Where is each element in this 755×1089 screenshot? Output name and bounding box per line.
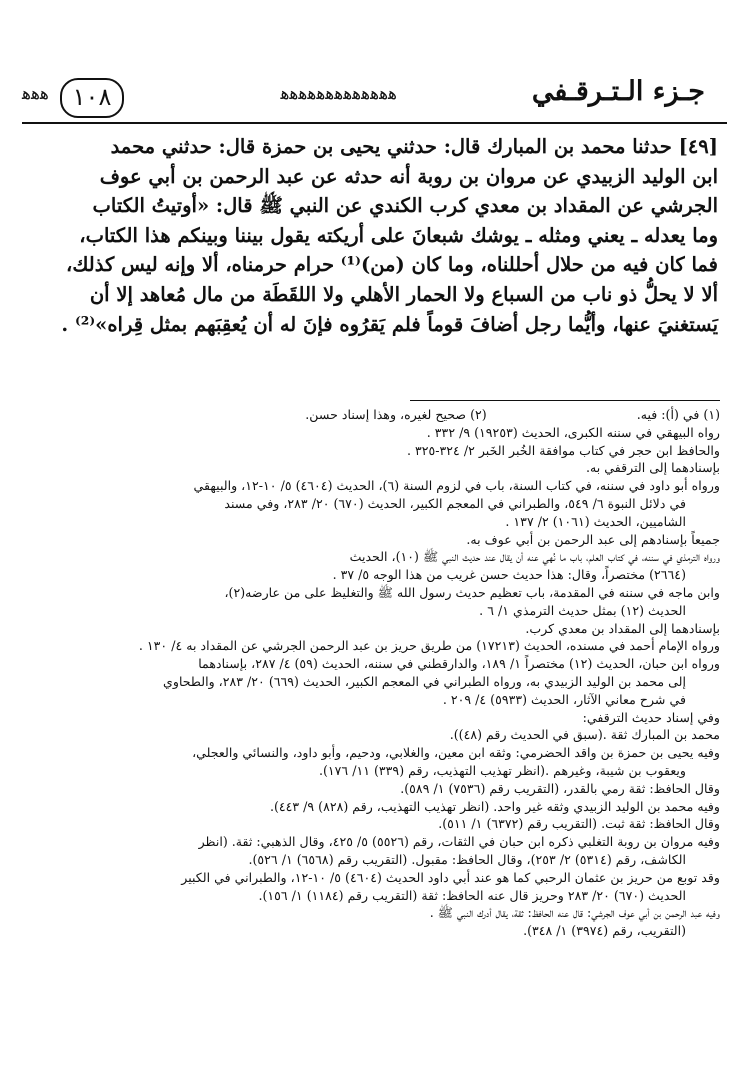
footnote-line: وفيه يحيى بن حمزة بن واقد الحضرمي: وثقه ابن معين، والغلابي، ودحيم، وأبو داود، والنسائي والعجلي،	[192, 745, 720, 761]
footnote-line: وفيه محمد بن الوليد الزبيدي وثقه غير واحد. (انظر تهذيب التهذيب، رقم (٨٢٨) ٩/ ٤٤٣).	[269, 798, 720, 814]
footnote-line: وابن ماجه في سننه في المقدمة، باب تعظيم حديث رسول الله ﷺ والتغليظ على من عارضه(٢)،	[224, 584, 720, 600]
footnote-1: (١) في (أ): فيه.	[636, 407, 720, 422]
footnote-line: (التقريب، رقم (٣٩٧٤) ١/ ٣٤٨).	[523, 923, 686, 939]
footnote-line: وفيه عبد الرحمن بن أبي عوف الجرشي: قال عنه الحافظ: ثقة، يقال أدرك النبي ﷺ .	[429, 905, 720, 921]
footnotes	[30, 406, 720, 940]
footnote-line: (٢٦٦٤) مختصراً، وقال: هذا حديث حسن غريب من هذا الوجه ٥/ ٣٧ .	[332, 567, 686, 583]
footnote-line: في شرح معاني الآثار، الحديث (٥٩٣٣) ٤/ ٢٠٩ .	[442, 691, 686, 707]
footnote-line: محمد بن المبارك ثقة .(سبق في الحديث رقم (٤٨)).	[449, 727, 720, 743]
footnote-line: وفيه مروان بن روبة التغلبي ذكره ابن حبان في الثقات، رقم (٥٥٢٦) ٥/ ٤٢٥، وقال الذهبي: ثقة. (انظر	[198, 834, 720, 850]
hadith-line: ألا لا يحلُّ ذو ناب من السباع ولا الحمار الأهلي ولا اللقَطَة من مال مُعاهد إلا أن	[89, 282, 718, 306]
footnote-line: الشاميين، الحديث (١٠٦١) ٢/ ١٣٧ .	[505, 513, 686, 529]
footnote-line: ورواه الإمام أحمد في مسنده، الحديث (١٧٢١٣) من طريق حريز بن عبد الرحمن الجرشي عن المقداد به ٤/ ١٣٠ .	[138, 638, 720, 654]
footnote-2: (٢) صحيح لغيره، وهذا إسناد حسن.	[305, 407, 487, 422]
hadith-text	[30, 132, 718, 339]
footnote-line: الحديث (١٢) بمثل حديث الترمذي ١/ ٦ .	[479, 602, 686, 618]
header-rule	[22, 122, 727, 124]
footnote-line: ويعقوب بن شيبة، وغيرهم .(انظر تهذيب التهذيب، رقم (٣٣٩) ١١/ ١٧٦).	[318, 762, 686, 778]
hadith-line: ابن الوليد الزبيدي عن مروان بن روبة أنه حدثه عن عبد الرحمن بن أبي عوف	[99, 164, 718, 188]
footnote-line: وقال الحافظ: ثقة ثبت. (التقريب رقم (٦٣٧٢) ١/ ٥١١).	[438, 816, 720, 832]
footnote-line: وقد توبع من حريز بن عثمان الرحبي كما هو عند أبي داود الحديث (٤٦٠٤) ٥/ ١٠-١٢، والطبراني في الكبير	[181, 869, 720, 885]
footnote-line: بإسنادهما إلى الترقفي به.	[586, 460, 720, 476]
hadith-line: [٤٩] حدثنا محمد بن المبارك قال: حدثني يحيى بن حمزة قال: حدثني محمد	[110, 135, 718, 158]
footnote-line: بإسنادهما إلى المقداد بن معدي كرب.	[525, 620, 720, 636]
hadith-line: الجرشي عن المقداد بن معدي كرب الكندي عن النبي ﷺ قال: «أوتيتُ الكتاب	[92, 194, 718, 218]
footnote-line: والحافظ ابن حجر في كتاب موافقة الخُبر الخَبر ٢/ ٣٢٤-٣٢٥ .	[406, 442, 720, 458]
hadith-line: فما كان فيه من حلال أحللناه، وما كان (من)⁽¹⁾ حرام حرمناه، ألا وإنه ليس كذلك،	[66, 253, 718, 277]
hadith-line: يَستغنيَ عنها، وأيُّما رجل أضافَ قوماً فلم يَقرُوه فإنَ له أن يُعقِبَهم بمثل قِراه»⁽²⁾ .	[61, 312, 718, 336]
running-title: جـزء الـتـرقـفي	[531, 76, 705, 107]
hadith-number: [٤٩]	[678, 135, 718, 158]
page-header	[22, 72, 727, 126]
footnote-separator	[410, 400, 720, 401]
ornament-middle: ﮬﮬﮬﮬﮬﮬﮬﮬﮬﮬﮬﮬﮬ	[280, 84, 397, 104]
footnote-row	[30, 406, 720, 424]
footnote-line: وقال الحافظ: ثقة رمي بالقدر، (التقريب رقم (٧٥٣٦) ١/ ٥٨٩).	[400, 780, 720, 796]
footnote-line: جميعاً بإسنادهم إلى عبد الرحمن بن أبي عوف به.	[466, 531, 720, 547]
page-number: ١٠٨	[60, 78, 124, 118]
footnote-line: الكاشف، رقم (٥٣١٤) ٢/ ٢٥٣)، وقال الحافظ: مقبول. (التقريب رقم (٦٥٦٨) ١/ ٥٢٦).	[248, 851, 686, 867]
ornament-left: ﮬﮬﮬ	[22, 84, 49, 104]
footnote-line: في دلائل النبوة ٦/ ٥٤٩، والطبراني في المعجم الكبير، الحديث (٦٧٠) ٢٠/ ٢٨٣، وفي مسند	[224, 495, 686, 511]
footnote-line: ورواه الترمذي في سننه، في كتاب العلم، باب ما نُهي عنه أن يقال عند حديث النبي ﷺ (١٠)، الحديث	[349, 549, 720, 565]
footnote-line: ورواه ابن حبان، الحديث (١٢) مختصراً ١/ ١٨٩، والدارقطني في سننه، الحديث (٥٩) ٤/ ٢٨٧، بإسنادهما	[198, 656, 720, 672]
footnote-line: وفي إسناد حديث الترقفي:	[582, 709, 720, 725]
footnote-line: الحديث (٦٧٠) ٢٠/ ٢٨٣ وحريز قال عنه الحافظ: ثقة (التقريب رقم (١١٨٤) ١/ ١٥٦).	[258, 887, 686, 903]
footnote-line: ورواه أبو داود في سننه، في كتاب السنة، باب في لزوم السنة (٦)، الحديث (٤٦٠٤) ٥/ ١٠-١٢، والبيهقي	[193, 478, 720, 494]
footnote-line: رواه البيهقي في سننه الكبرى، الحديث (١٩٢٥٣) ٩/ ٣٣٢ .	[426, 424, 720, 440]
hadith-line: وما يعدله ـ يعني ومثله ـ يوشك شبعانَ على أريكته يقول بيننا وبينكم هذا الكتاب،	[79, 223, 718, 247]
footnote-line: إلى محمد بن الوليد الزبيدي به، ورواه الطبراني في المعجم الكبير، الحديث (٦٦٩) ٢٠/ ٢٨٣، والطحاوي	[163, 673, 686, 689]
